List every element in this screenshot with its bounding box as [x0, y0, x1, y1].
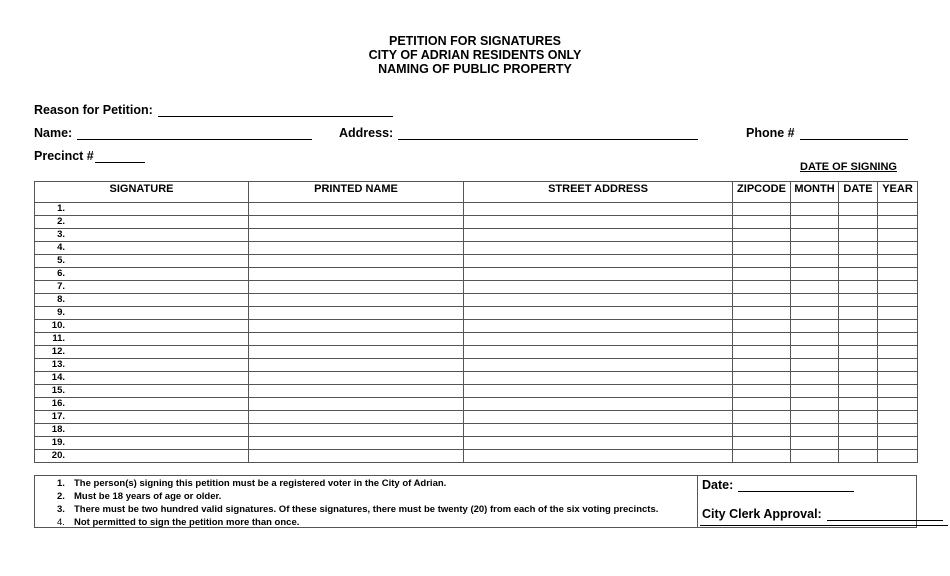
table-cell[interactable]: [878, 255, 918, 268]
table-cell[interactable]: [839, 281, 878, 294]
table-cell[interactable]: [733, 385, 791, 398]
form-title-line-2: CITY OF ADRIAN RESIDENTS ONLY: [368, 48, 582, 62]
row-number[interactable]: 5.: [35, 255, 249, 268]
table-cell[interactable]: [839, 450, 878, 463]
table-cell[interactable]: [464, 385, 733, 398]
table-cell[interactable]: [464, 424, 733, 437]
table-cell[interactable]: [733, 281, 791, 294]
reason-label: Reason for Petition:: [34, 103, 153, 117]
table-row: [35, 346, 918, 359]
table-cell[interactable]: [791, 359, 839, 372]
phone-blank[interactable]: [800, 128, 908, 140]
rule-text: Must be 18 years of age or older.: [74, 491, 222, 502]
rule-number: 3.: [57, 504, 65, 515]
table-row: [35, 372, 918, 385]
row-number[interactable]: 1.: [35, 203, 249, 216]
table-cell[interactable]: [464, 281, 733, 294]
table-cell[interactable]: [791, 229, 839, 242]
name-field[interactable]: [34, 126, 312, 140]
row-number[interactable]: 12.: [35, 346, 249, 359]
table-row: [35, 450, 918, 463]
table-cell[interactable]: [249, 372, 464, 385]
table-row: [35, 359, 918, 372]
table-cell[interactable]: [249, 216, 464, 229]
reason-blank[interactable]: [158, 105, 393, 117]
table-row: [35, 307, 918, 320]
table-cell[interactable]: [733, 229, 791, 242]
rule-number: 2.: [57, 491, 65, 502]
row-number[interactable]: 18.: [35, 424, 249, 437]
table-cell[interactable]: [464, 203, 733, 216]
precinct-field[interactable]: [34, 149, 145, 163]
table-cell[interactable]: [878, 333, 918, 346]
table-cell[interactable]: [878, 268, 918, 281]
table-cell[interactable]: [839, 437, 878, 450]
approval-date-label: Date:: [702, 478, 734, 492]
table-cell[interactable]: [464, 359, 733, 372]
table-cell[interactable]: [839, 294, 878, 307]
column-header: DATE: [839, 182, 878, 203]
table-row: [35, 385, 918, 398]
table-cell[interactable]: [249, 398, 464, 411]
table-header-row: [35, 182, 918, 203]
column-header: YEAR: [878, 182, 918, 203]
rule-text: Not permitted to sign the petition more than once.: [74, 517, 300, 528]
table-cell[interactable]: [878, 385, 918, 398]
table-cell[interactable]: [791, 216, 839, 229]
table-cell[interactable]: [839, 203, 878, 216]
table-cell[interactable]: [839, 320, 878, 333]
table-cell[interactable]: [249, 229, 464, 242]
table-cell[interactable]: [791, 385, 839, 398]
table-cell[interactable]: [249, 437, 464, 450]
rule-number: 4.: [57, 517, 65, 528]
row-number[interactable]: 4.: [35, 242, 249, 255]
table-row: [35, 242, 918, 255]
form-title-line-1: PETITION FOR SIGNATURES: [389, 34, 561, 48]
column-header: MONTH: [791, 182, 839, 203]
table-row: [35, 398, 918, 411]
table-row: [35, 255, 918, 268]
table-cell[interactable]: [733, 359, 791, 372]
table-cell[interactable]: [464, 242, 733, 255]
table-cell[interactable]: [878, 320, 918, 333]
row-number[interactable]: 8.: [35, 294, 249, 307]
table-cell[interactable]: [839, 372, 878, 385]
table-cell[interactable]: [791, 320, 839, 333]
table-row: [35, 437, 918, 450]
table-cell[interactable]: [839, 268, 878, 281]
table-cell[interactable]: [791, 242, 839, 255]
table-cell[interactable]: [791, 203, 839, 216]
table-cell[interactable]: [878, 372, 918, 385]
address-field[interactable]: [339, 126, 698, 140]
table-cell[interactable]: [249, 242, 464, 255]
table-cell[interactable]: [249, 294, 464, 307]
table-cell[interactable]: [249, 359, 464, 372]
table-cell[interactable]: [249, 307, 464, 320]
table-cell[interactable]: [878, 424, 918, 437]
table-cell[interactable]: [249, 346, 464, 359]
table-cell[interactable]: [733, 307, 791, 320]
table-cell[interactable]: [878, 281, 918, 294]
table-row: [35, 294, 918, 307]
rule-item: [57, 503, 658, 516]
approval-date-field[interactable]: [702, 478, 854, 492]
date-of-signing-heading: DATE OF SIGNING: [800, 161, 897, 173]
table-cell[interactable]: [249, 385, 464, 398]
table-row: [35, 281, 918, 294]
table-cell[interactable]: [791, 398, 839, 411]
row-number[interactable]: 6.: [35, 268, 249, 281]
table-row: [35, 268, 918, 281]
address-label: Address:: [339, 126, 394, 140]
row-number[interactable]: 20.: [35, 450, 249, 463]
table-cell[interactable]: [878, 294, 918, 307]
table-cell[interactable]: [791, 411, 839, 424]
table-cell[interactable]: [249, 411, 464, 424]
row-number[interactable]: 10.: [35, 320, 249, 333]
table-cell[interactable]: [249, 320, 464, 333]
table-row: [35, 333, 918, 346]
table-body: [35, 203, 918, 463]
table-cell[interactable]: [249, 424, 464, 437]
table-cell[interactable]: [839, 307, 878, 320]
row-number[interactable]: 16.: [35, 398, 249, 411]
table-cell[interactable]: [464, 307, 733, 320]
table-cell[interactable]: [791, 294, 839, 307]
table-cell[interactable]: [249, 281, 464, 294]
table-cell[interactable]: [464, 411, 733, 424]
table-cell[interactable]: [733, 424, 791, 437]
table-cell[interactable]: [733, 333, 791, 346]
table-cell[interactable]: [839, 359, 878, 372]
rule-text: The person(s) signing this petition must be a registered voter in the City of Adrian.: [74, 478, 447, 489]
table-cell[interactable]: [249, 255, 464, 268]
row-number[interactable]: 14.: [35, 372, 249, 385]
rule-text: There must be two hundred valid signatures. Of these signatures, there must be twenty (20) from each of the six voting precincts.: [74, 504, 659, 515]
table-cell[interactable]: [464, 229, 733, 242]
table-cell[interactable]: [791, 333, 839, 346]
table-cell[interactable]: [791, 372, 839, 385]
table-cell[interactable]: [878, 229, 918, 242]
table-cell[interactable]: [878, 346, 918, 359]
table-row: [35, 229, 918, 242]
table-cell[interactable]: [464, 437, 733, 450]
table-cell[interactable]: [733, 437, 791, 450]
table-cell[interactable]: [733, 216, 791, 229]
rule-item: [57, 490, 658, 503]
table-cell[interactable]: [791, 307, 839, 320]
table-cell[interactable]: [839, 333, 878, 346]
table-cell[interactable]: [464, 398, 733, 411]
table-cell[interactable]: [791, 450, 839, 463]
table-cell[interactable]: [878, 437, 918, 450]
table-cell[interactable]: [791, 281, 839, 294]
clerk-approval-label: City Clerk Approval:: [702, 507, 822, 521]
table-cell[interactable]: [839, 255, 878, 268]
table-cell[interactable]: [839, 242, 878, 255]
table-cell[interactable]: [464, 346, 733, 359]
table-cell[interactable]: [733, 294, 791, 307]
table-cell[interactable]: [839, 398, 878, 411]
rules-list: [57, 477, 658, 529]
table-cell[interactable]: [878, 450, 918, 463]
table-cell[interactable]: [839, 424, 878, 437]
table-row: [35, 320, 918, 333]
table-cell[interactable]: [878, 242, 918, 255]
table-cell[interactable]: [733, 411, 791, 424]
table-cell[interactable]: [878, 307, 918, 320]
table-cell[interactable]: [878, 203, 918, 216]
table-row: [35, 424, 918, 437]
column-header: SIGNATURE: [35, 182, 249, 203]
row-number[interactable]: 9.: [35, 307, 249, 320]
name-blank[interactable]: [77, 128, 312, 140]
precinct-blank[interactable]: [95, 151, 145, 163]
table-cell[interactable]: [249, 450, 464, 463]
table-cell[interactable]: [464, 333, 733, 346]
table-cell[interactable]: [464, 450, 733, 463]
row-number[interactable]: 11.: [35, 333, 249, 346]
table-cell[interactable]: [733, 242, 791, 255]
column-header: STREET ADDRESS: [464, 182, 733, 203]
row-number[interactable]: 13.: [35, 359, 249, 372]
table-cell[interactable]: [839, 385, 878, 398]
rule-item: [57, 477, 658, 490]
table-cell[interactable]: [791, 424, 839, 437]
row-number[interactable]: 19.: [35, 437, 249, 450]
approval-underline: [700, 525, 948, 526]
clerk-approval-field[interactable]: [702, 507, 943, 521]
row-number[interactable]: 2.: [35, 216, 249, 229]
table-cell[interactable]: [733, 398, 791, 411]
table-cell[interactable]: [249, 203, 464, 216]
table-cell[interactable]: [464, 216, 733, 229]
table-cell[interactable]: [464, 255, 733, 268]
table-cell[interactable]: [839, 216, 878, 229]
column-header: ZIPCODE: [733, 182, 791, 203]
table-cell[interactable]: [733, 320, 791, 333]
table-cell[interactable]: [733, 372, 791, 385]
phone-label: Phone #: [746, 126, 795, 140]
clerk-approval-blank[interactable]: [827, 509, 943, 521]
table-cell[interactable]: [878, 411, 918, 424]
approval-box: [697, 476, 917, 527]
phone-field[interactable]: [746, 126, 908, 140]
table-cell[interactable]: [733, 255, 791, 268]
table-cell[interactable]: [791, 346, 839, 359]
form-title-line-3: NAMING OF PUBLIC PROPERTY: [378, 62, 572, 76]
rules-box: [34, 475, 917, 528]
table-cell[interactable]: [791, 268, 839, 281]
table-row: [35, 411, 918, 424]
precinct-label: Precinct #: [34, 149, 94, 163]
table-cell[interactable]: [249, 268, 464, 281]
rule-item: [57, 516, 658, 529]
row-number[interactable]: 7.: [35, 281, 249, 294]
address-blank[interactable]: [398, 128, 698, 140]
approval-date-blank[interactable]: [738, 480, 854, 492]
table-cell[interactable]: [733, 450, 791, 463]
table-cell[interactable]: [878, 359, 918, 372]
table-row: [35, 203, 918, 216]
table-cell[interactable]: [791, 437, 839, 450]
row-number[interactable]: 15.: [35, 385, 249, 398]
table-row: [35, 216, 918, 229]
rule-number: 1.: [57, 478, 65, 489]
table-cell[interactable]: [249, 333, 464, 346]
table-cell[interactable]: [839, 411, 878, 424]
row-number[interactable]: 3.: [35, 229, 249, 242]
table-cell[interactable]: [878, 216, 918, 229]
table-cell[interactable]: [733, 203, 791, 216]
table-cell[interactable]: [733, 346, 791, 359]
table-cell[interactable]: [464, 320, 733, 333]
row-number[interactable]: 17.: [35, 411, 249, 424]
table-cell[interactable]: [791, 255, 839, 268]
table-cell[interactable]: [464, 372, 733, 385]
table-cell[interactable]: [464, 268, 733, 281]
table-cell[interactable]: [733, 268, 791, 281]
table-cell[interactable]: [464, 294, 733, 307]
table-cell[interactable]: [839, 346, 878, 359]
reason-field[interactable]: [34, 103, 393, 117]
column-header: PRINTED NAME: [249, 182, 464, 203]
name-label: Name:: [34, 126, 73, 140]
signature-table: [34, 181, 918, 463]
table-cell[interactable]: [878, 398, 918, 411]
table-cell[interactable]: [839, 229, 878, 242]
